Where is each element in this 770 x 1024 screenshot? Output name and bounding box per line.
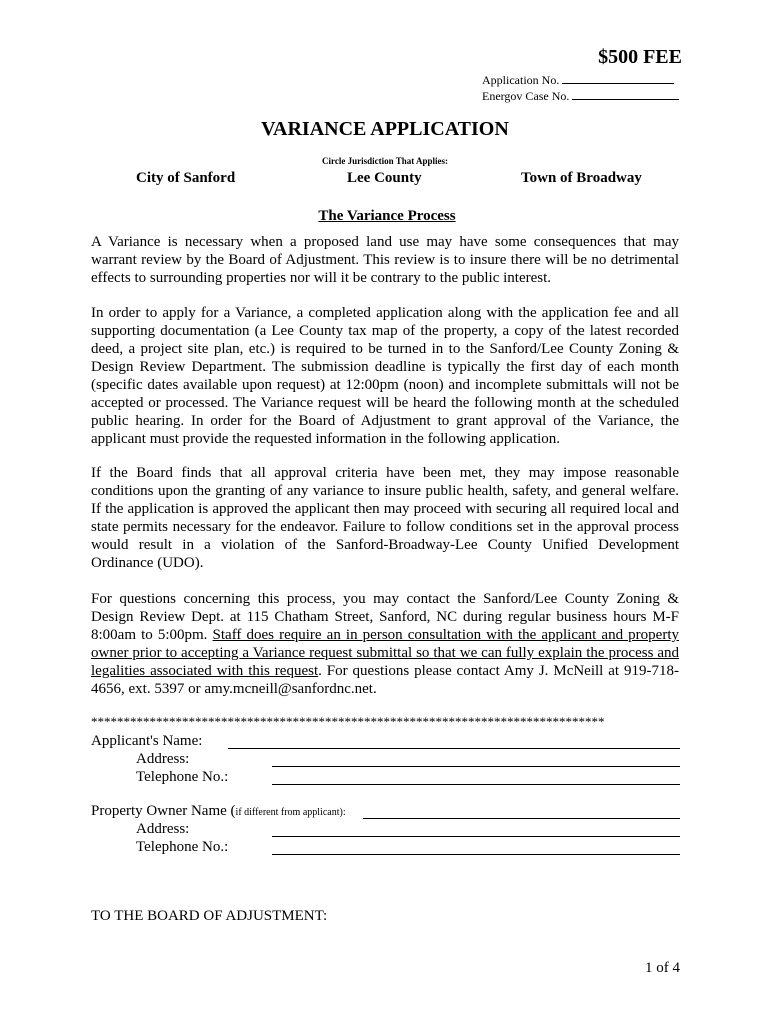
board-address-line: TO THE BOARD OF ADJUSTMENT: <box>91 908 328 924</box>
page-number: 1 of 4 <box>645 960 680 976</box>
paragraph-submission: In order to apply for a Variance, a completed application along with the application fee and all supporting documentation (a Lee County tax map of the property, a copy of the latest recorded deed, a project site plan, etc.) is required to be turned in to the Sanford/Lee County Zoning & Design Review Department. The submission deadline is typically the first day of each month (specific dates available upon request) at 12:00pm (noon) and incomplete submittals will not be accepted or processed. The Variance request will be heard the following month at the scheduled public hearing. In order for the Board of Adjustment to grant approval of the Variance, the applicant must provide the requested information in the following application. <box>91 305 679 447</box>
owner-address-label: Address: <box>136 821 190 837</box>
section-heading: The Variance Process <box>318 208 456 224</box>
paragraph-conditions: If the Board finds that all approval criteria have been met, they may impose reasonable conditions upon the granting of any variance to insure public health, safety, and general welfare. If the application is approved the applicant then may proceed with securing all required local and state permits necessary for the endeavor. Failure to follow conditions set in the approval process would result in a violation of the Sanford-Broadway-Lee County Unified Development Ordinance (UDO). <box>91 465 679 571</box>
applicant-phone-field[interactable] <box>272 784 680 785</box>
application-no-row <box>482 72 674 88</box>
paragraph-contact <box>91 590 679 698</box>
owner-name-row <box>91 803 346 820</box>
paragraph-intro: A Variance is necessary when a proposed land use may have some consequences that may warrant review by the Board of Adjustment. This review is to insure there will be no detrimental effects to surrounding properties nor will it be contrary to the public interest. <box>91 234 679 286</box>
applicant-address-field[interactable] <box>272 766 680 767</box>
owner-phone-field[interactable] <box>272 854 680 855</box>
consultation-requirement: Staff does require an in person consultation with the applicant and property owner prior to accepting a Variance request submittal so that we can fully explain the process and legalities associated with this request <box>91 627 679 679</box>
owner-address-field[interactable] <box>272 836 680 837</box>
applicant-name-label: Applicant's Name: <box>91 733 203 749</box>
page-title: VARIANCE APPLICATION <box>261 118 509 140</box>
contact-text-c: . For questions please contact Amy J. McNeill at 919-718-4656, ext. 5397 or amy.mcneill@sanfordnc.net. <box>91 663 679 697</box>
owner-name-field[interactable] <box>363 818 680 819</box>
fee-label: $500 FEE <box>598 46 682 68</box>
owner-name-label: Property Owner Name ( <box>91 803 236 819</box>
energov-case-row <box>482 88 679 104</box>
application-no-field[interactable] <box>562 72 674 84</box>
jurisdiction-option-sanford[interactable]: City of Sanford <box>136 170 236 186</box>
jurisdiction-option-lee-county[interactable]: Lee County <box>347 170 422 186</box>
applicant-address-label: Address: <box>136 751 190 767</box>
jurisdiction-instruction: Circle Jurisdiction That Applies: <box>322 156 448 166</box>
owner-phone-label: Telephone No.: <box>136 839 229 855</box>
applicant-phone-label: Telephone No.: <box>136 769 229 785</box>
separator-line: ******************************************************************************* <box>91 714 605 729</box>
contact-text-a: For questions concerning this process, you may contact the Sanford/Lee County Zoning & Design Review Dept. at 115 Chatham Street, Sanford, NC during regular business hours M-F 8:00am to 5:00pm. <box>91 591 679 643</box>
energov-case-field[interactable] <box>572 88 679 100</box>
jurisdiction-option-broadway[interactable]: Town of Broadway <box>521 170 642 186</box>
applicant-name-field[interactable] <box>228 748 680 749</box>
application-no-label: Application No. <box>482 73 560 87</box>
energov-case-label: Energov Case No. <box>482 89 570 103</box>
owner-name-note: if different from applicant): <box>235 807 346 818</box>
